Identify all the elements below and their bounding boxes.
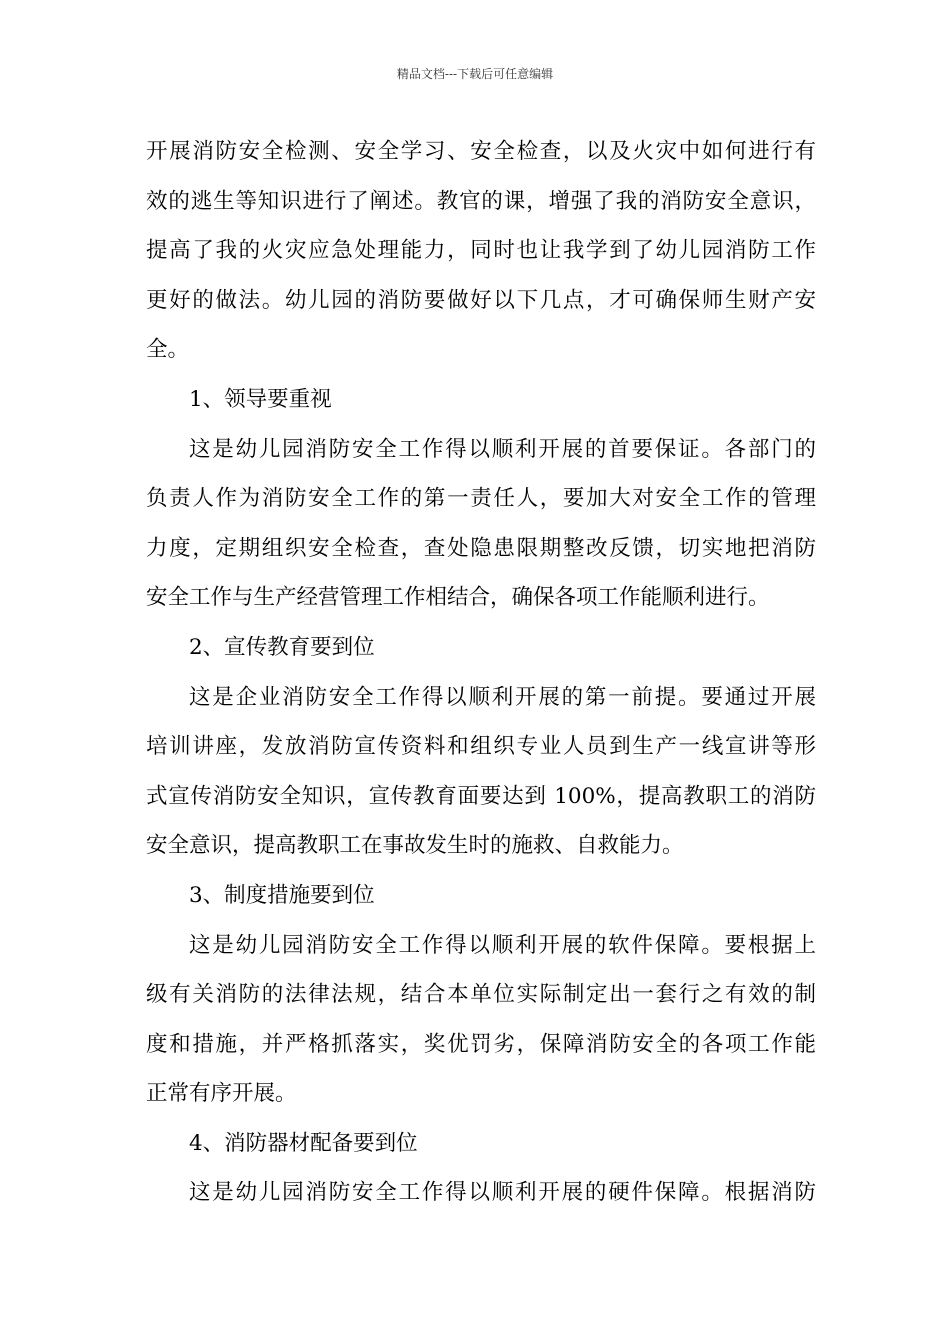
document-body (146, 127, 816, 1218)
text-line: 2、宣传教育要到位 (189, 634, 375, 660)
text-line: 4、消防器材配备要到位 (189, 1130, 418, 1156)
text-line: 效的逃生等知识进行了阐述。教官的课，增强了我的消防安全意识， (146, 188, 816, 214)
text-line: 安全意识，提高教职工在事故发生时的施救、自救能力。 (146, 833, 684, 859)
text-line: 更好的做法。幼儿园的消防要做好以下几点，才可确保师生财产安 (146, 287, 816, 313)
text-line: 全。 (146, 337, 190, 363)
text-line: 式宣传消防安全知识，宣传教育面要达到 100%，提高教职工的消防 (146, 783, 816, 809)
text-line: 级有关消防的法律法规，结合本单位实际制定出一套行之有效的制 (146, 982, 816, 1008)
text-line: 力度，定期组织安全检查，查处隐患限期整改反馈，切实地把消防 (146, 535, 816, 561)
text-line: 负责人作为消防安全工作的第一责任人，要加大对安全工作的管理 (146, 486, 816, 512)
text-line: 这是企业消防安全工作得以顺利开展的第一前提。要通过开展 (189, 684, 816, 710)
text-line: 开展消防安全检测、安全学习、安全检查，以及火灾中如何进行有 (146, 139, 816, 164)
text-line: 提高了我的火灾应急处理能力，同时也让我学到了幼儿园消防工作 (146, 238, 816, 264)
text-line: 这是幼儿园消防安全工作得以顺利开展的首要保证。各部门的 (189, 436, 816, 462)
text-line: 1、领导要重视 (189, 386, 332, 412)
text-line: 3、制度措施要到位 (189, 882, 375, 908)
text-line: 度和措施，并严格抓落实，奖优罚劣，保障消防安全的各项工作能 (146, 1031, 816, 1057)
text-line: 安全工作与生产经营管理工作相结合，确保各项工作能顺利进行。 (146, 585, 770, 611)
text-line: 这是幼儿园消防安全工作得以顺利开展的硬件保障。根据消防 (189, 1180, 816, 1206)
page-header: 精品文档---下载后可任意编辑 (396, 67, 554, 81)
text-line: 培训讲座，发放消防宣传资料和组织专业人员到生产一线宣讲等形 (146, 734, 816, 760)
text-line: 这是幼儿园消防安全工作得以顺利开展的软件保障。要根据上 (189, 932, 816, 958)
text-line: 正常有序开展。 (146, 1081, 297, 1107)
